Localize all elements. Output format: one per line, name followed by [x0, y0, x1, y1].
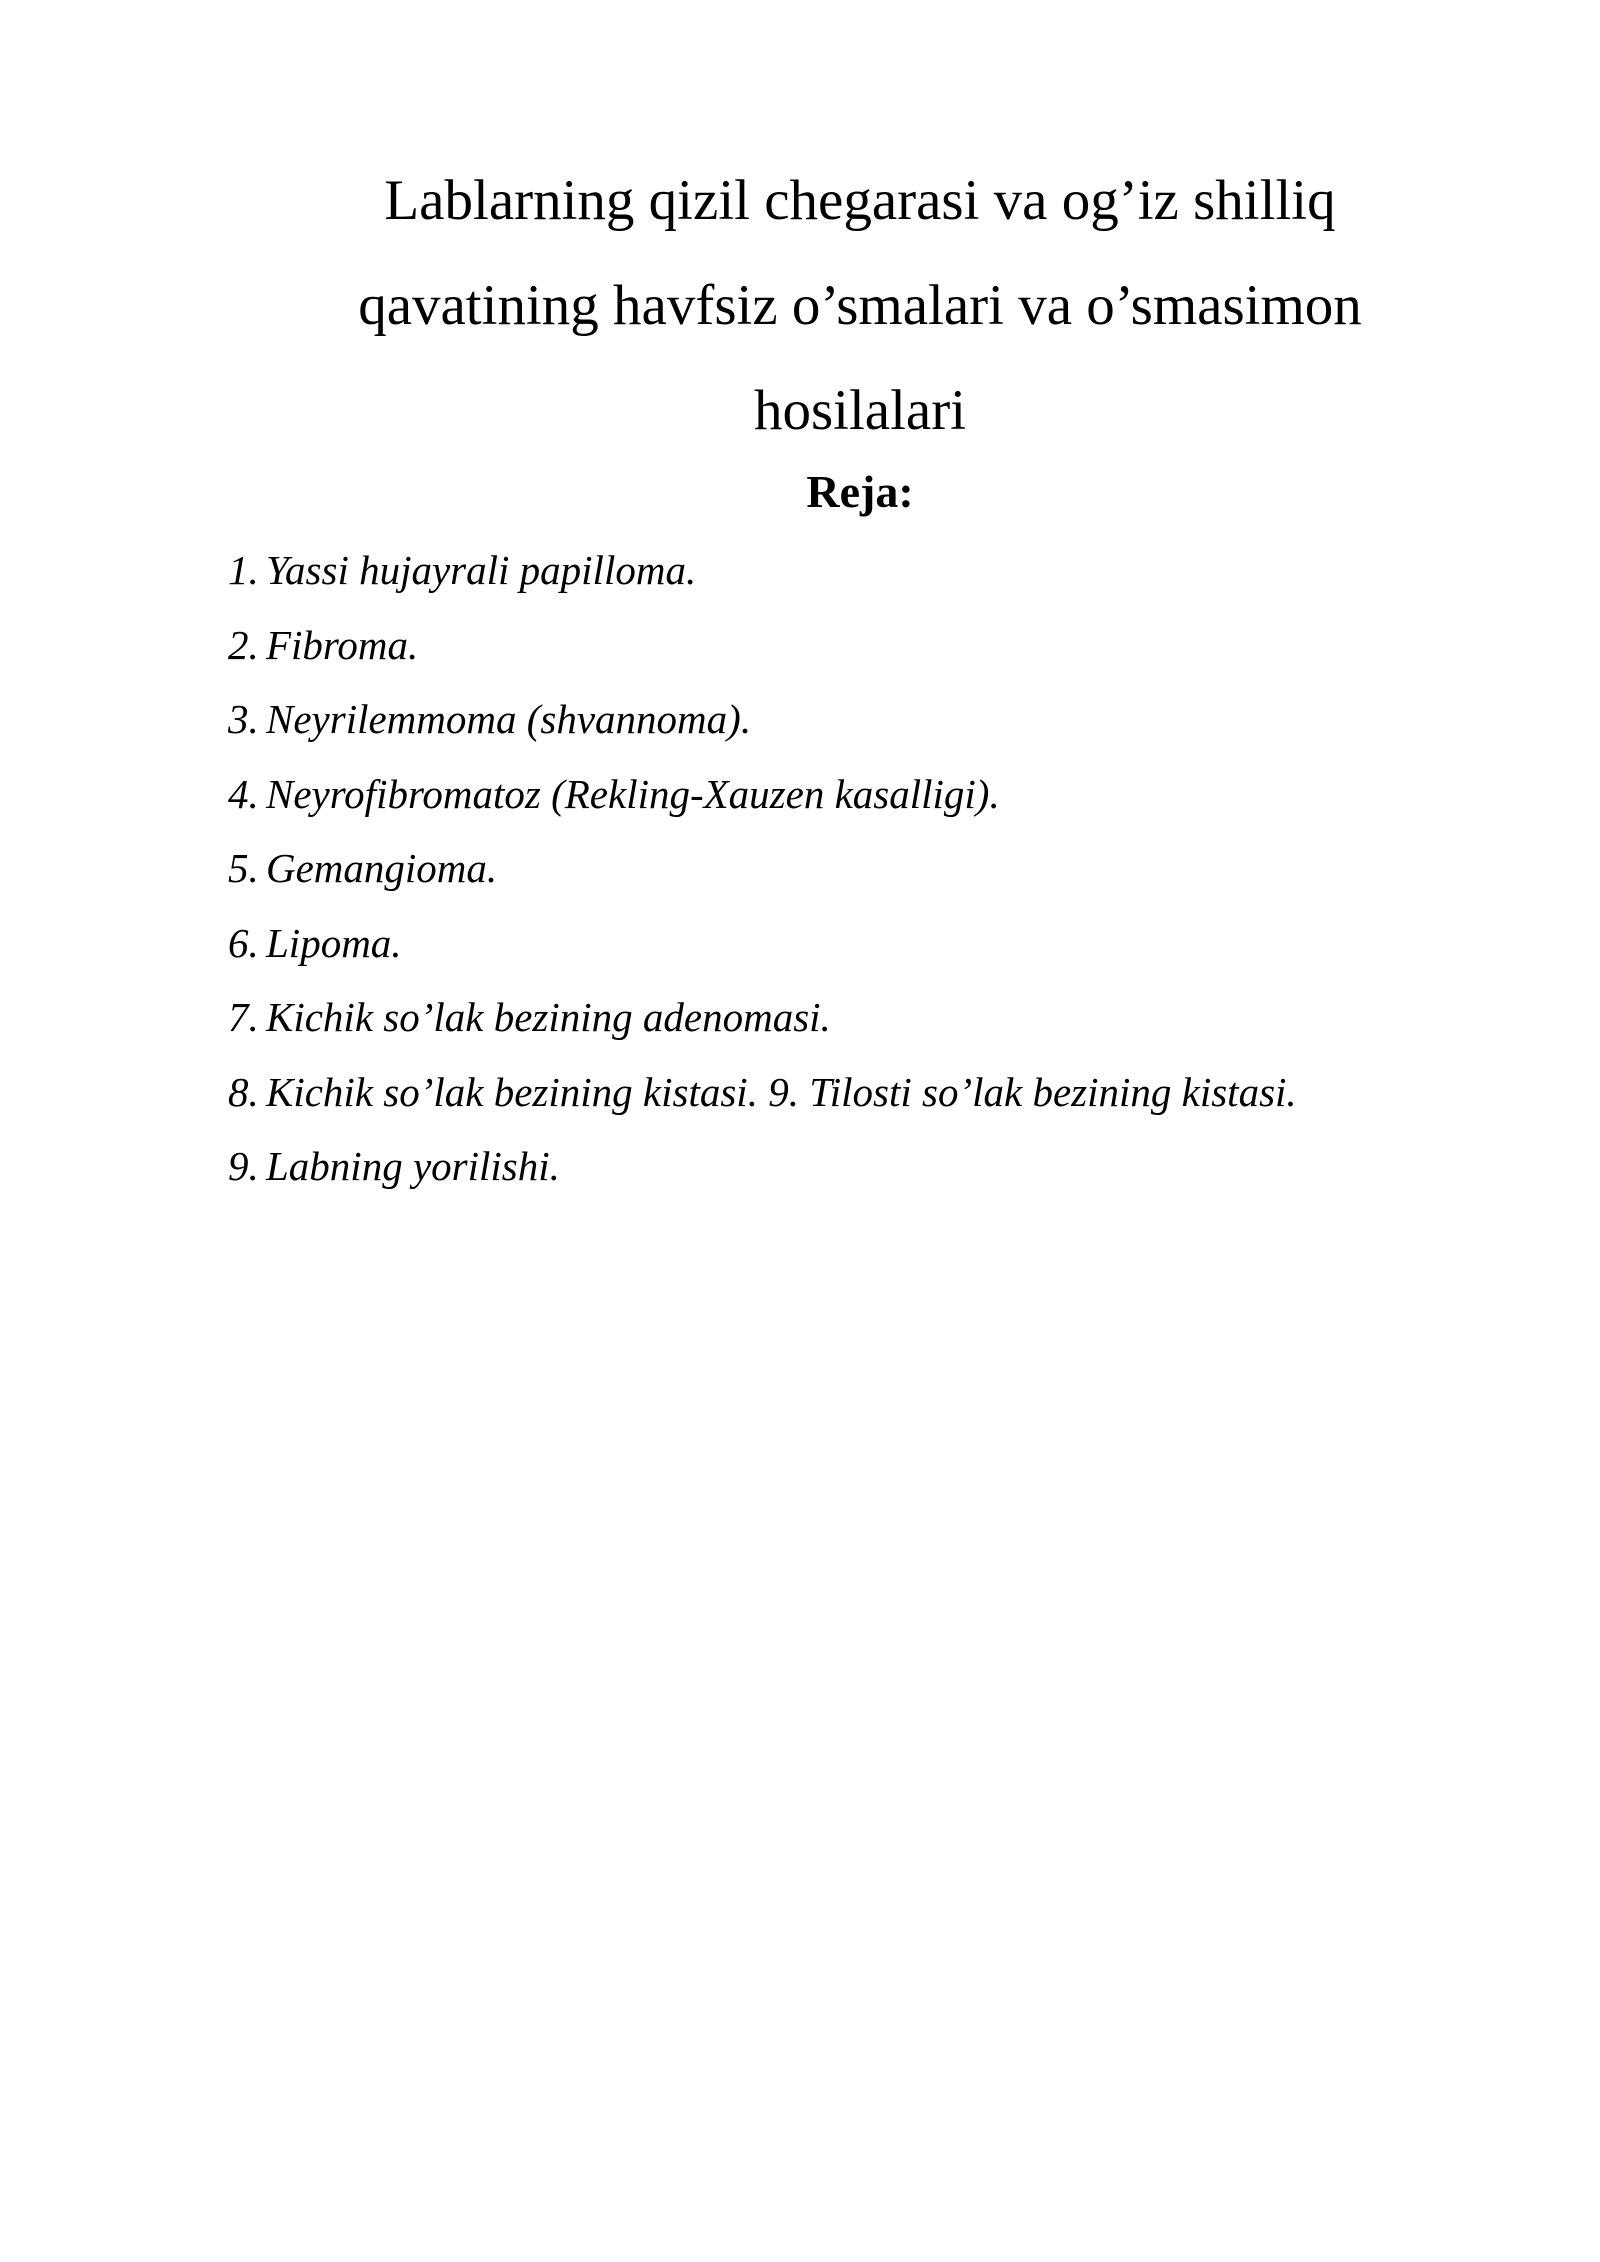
plan-item [228, 615, 1528, 690]
title-line-2: qavatining havfsiz o’smalari va o’smasimon [358, 274, 1362, 337]
plan-item [228, 689, 1528, 764]
plan-item-number: 2. [228, 621, 259, 668]
plan-item-text: Neyrilemmoma (shvannoma). [266, 696, 752, 742]
plan-item-text: Labning yorilishi. [266, 1143, 560, 1189]
plan-heading: Reja: [806, 466, 914, 517]
plan-item-number: 5. [228, 845, 259, 891]
plan-item-text: Lipoma. [266, 919, 402, 966]
plan-item-text: Kichik so’lak bezining kistasi. 9. Tilosti so’lak bezining kistasi. [266, 1068, 1297, 1115]
plan-item-number: 4. [228, 770, 259, 817]
plan-list [228, 540, 1528, 1211]
plan-item [228, 540, 1528, 615]
plan-item [228, 913, 1528, 988]
plan-item-text: Yassi hujayrali papilloma. [266, 547, 697, 593]
plan-item [228, 1136, 1528, 1211]
plan-item-number: 8. [228, 1068, 259, 1115]
plan-item [228, 764, 1528, 839]
document-title [300, 148, 1420, 463]
plan-item-number: 3. [228, 696, 259, 742]
plan-item-text: Kichik so’lak bezining adenomasi. [266, 994, 831, 1040]
plan-item-number: 6. [228, 919, 259, 966]
plan-item-number: 1. [228, 547, 259, 593]
plan-item [228, 987, 1528, 1062]
plan-item-text: Neyrofibromatoz (Rekling-Xauzen kasalligi). [266, 770, 1000, 817]
title-line-3: hosilalari [753, 379, 967, 442]
title-line-1: Lablarning qizil chegarasi va og’iz shilliq [384, 169, 1336, 232]
plan-item-text: Fibroma. [266, 621, 419, 668]
plan-item-number: 7. [228, 994, 259, 1040]
plan-item-number: 9. [228, 1143, 259, 1189]
plan-item [228, 838, 1528, 913]
plan-item-text: Gemangioma. [266, 845, 498, 891]
plan-item [228, 1062, 1528, 1137]
